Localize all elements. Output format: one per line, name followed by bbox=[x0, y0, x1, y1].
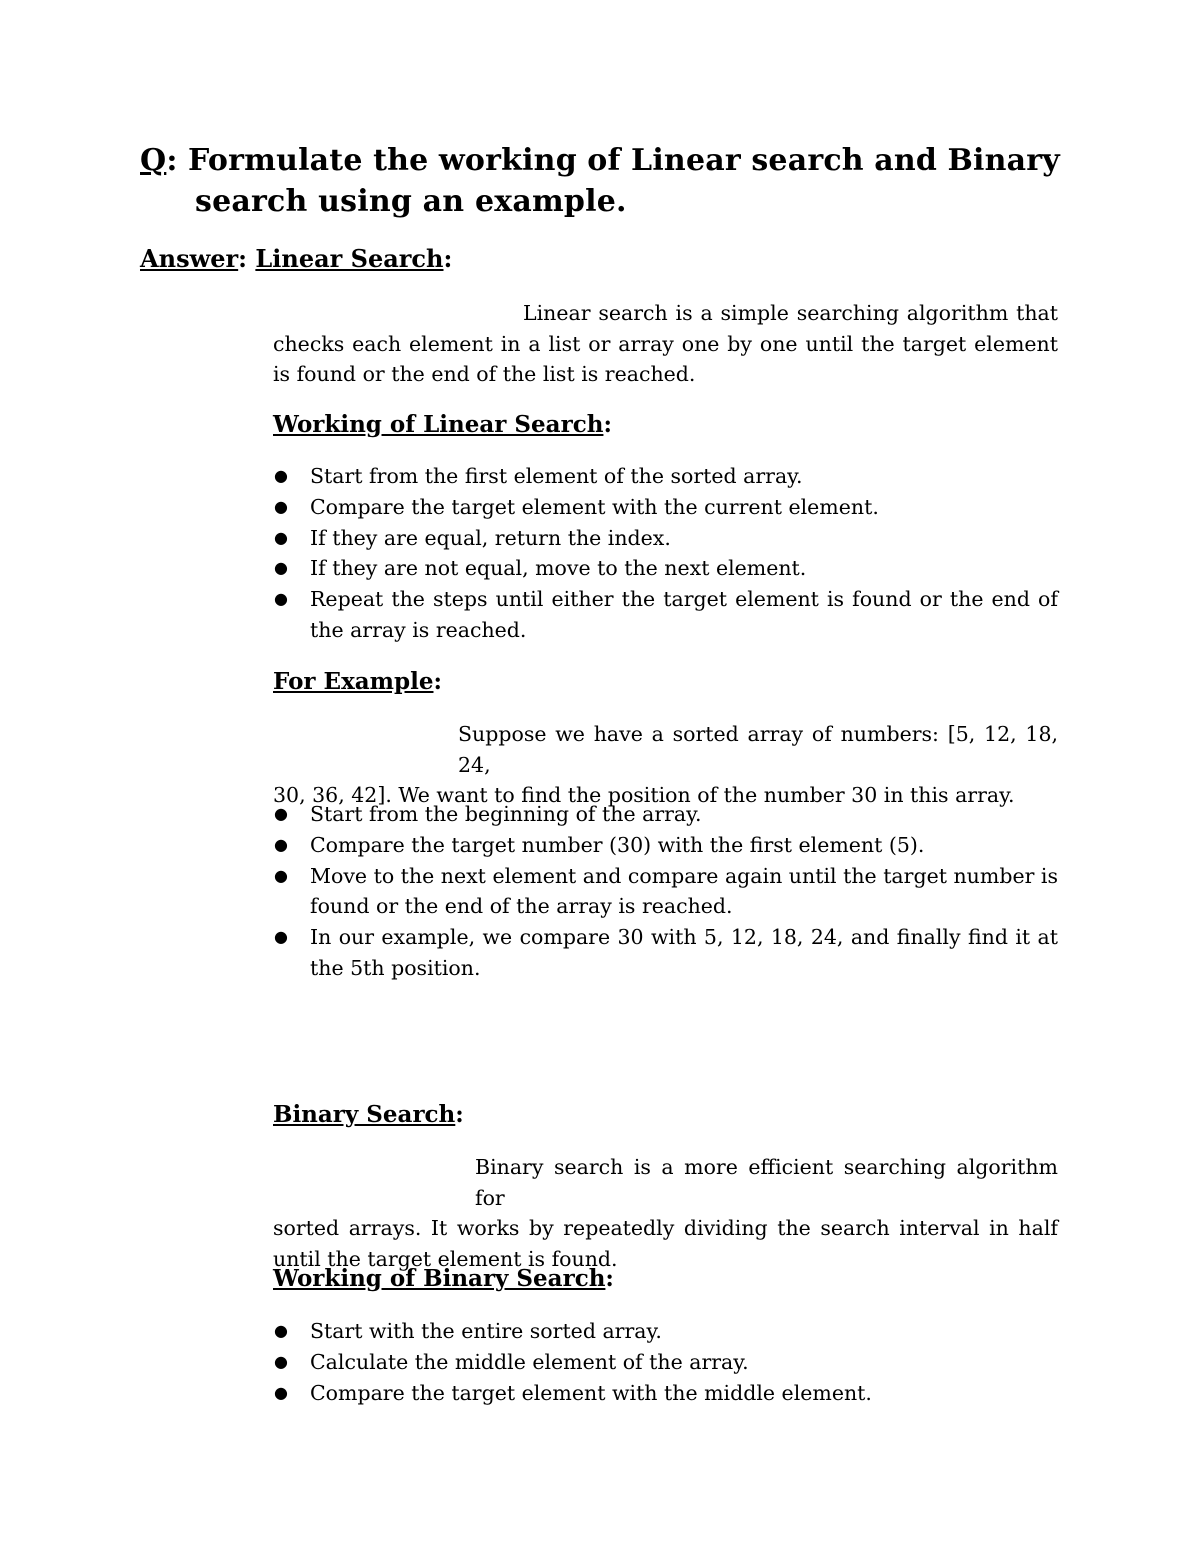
list-item: ● Start from the first element of the sorted array. bbox=[273, 461, 1058, 492]
list-item: ● Compare the target number (30) with the first element (5). bbox=[273, 830, 1058, 861]
list-item: ● Repeat the steps until either the target element is found or the end of the array is reached. bbox=[273, 584, 1058, 646]
list-item: ● Compare the target element with the middle element. bbox=[273, 1378, 1058, 1409]
binary-intro-paragraph bbox=[273, 1152, 1058, 1274]
list-item: ● In our example, we compare 30 with 5, 12, 18, 24, and finally find it at the 5th position. bbox=[273, 922, 1058, 984]
list-item: ● If they are equal, return the index. bbox=[273, 523, 1058, 554]
question-word: Binary bbox=[947, 143, 1060, 178]
bullet-icon: ● bbox=[274, 558, 288, 578]
question-prefix: Q: bbox=[140, 143, 178, 178]
list-item: ● If they are not equal, move to the next element. bbox=[273, 553, 1058, 584]
binary-intro-rest: sorted arrays. It works by repeatedly dividing the search interval in half until the target element is found. bbox=[273, 1216, 1058, 1271]
example-rest: 30, 36, 42]. We want to find the position of the number 30 in this array. bbox=[273, 783, 1015, 807]
example-heading: For Example: bbox=[273, 668, 442, 695]
bullet-icon: ● bbox=[274, 589, 288, 609]
binary-working-list bbox=[273, 1316, 1058, 1408]
question-block bbox=[140, 140, 1060, 222]
linear-search-title: Linear Search bbox=[255, 244, 444, 273]
question-word: and bbox=[874, 143, 938, 178]
question-word: search bbox=[751, 143, 864, 178]
list-item: ● Start with the entire sorted array. bbox=[273, 1316, 1058, 1347]
bullet-icon: ● bbox=[274, 1321, 288, 1340]
answer-heading: Answer: Linear Search: bbox=[140, 244, 453, 273]
question-word: the bbox=[373, 143, 429, 178]
bullet-icon: ● bbox=[274, 834, 288, 854]
answer-label: Answer bbox=[140, 244, 239, 273]
bullet-icon: ● bbox=[274, 527, 288, 547]
bullet-icon: ● bbox=[274, 1382, 288, 1402]
example-steps-list bbox=[273, 799, 1058, 984]
list-item: ● Move to the next element and compare again until the target number is found or the end of the array is reached. bbox=[273, 861, 1058, 923]
binary-search-heading: Binary Search: bbox=[273, 1101, 464, 1128]
question-word: of bbox=[587, 143, 621, 178]
question-word: Formulate bbox=[188, 143, 363, 178]
linear-intro-paragraph bbox=[273, 298, 1058, 390]
question-word: working bbox=[438, 143, 577, 178]
list-item: ● Start from the beginning of the array. bbox=[273, 799, 1058, 830]
question-line-1 bbox=[140, 140, 1060, 181]
list-item: ● Calculate the middle element of the array. bbox=[273, 1347, 1058, 1378]
example-first-line: Suppose we have a sorted array of numbers: [5, 12, 18, 24, bbox=[458, 722, 1058, 777]
binary-working-heading: Working of Binary Search: bbox=[273, 1265, 614, 1292]
question-label: Q bbox=[140, 143, 167, 178]
linear-working-heading: Working of Linear Search: bbox=[273, 411, 612, 438]
question-word: Linear bbox=[631, 143, 741, 178]
bullet-icon: ● bbox=[274, 496, 288, 516]
question-line-2: search using an example. bbox=[195, 184, 627, 219]
bullet-icon: ● bbox=[274, 927, 288, 947]
bullet-icon: ● bbox=[274, 466, 288, 485]
linear-working-list bbox=[273, 461, 1058, 646]
linear-intro-first-line: Linear search is a simple searching algorithm that bbox=[523, 301, 1058, 325]
linear-intro-rest: checks each element in a list or array one by one until the target element is found or the end of the list is reached. bbox=[273, 331, 1058, 386]
example-paragraph bbox=[273, 719, 1058, 811]
list-item: ● Compare the target element with the current element. bbox=[273, 492, 1058, 523]
bullet-icon: ● bbox=[274, 1351, 288, 1371]
binary-intro-first-line: Binary search is a more efficient searching algorithm for bbox=[475, 1155, 1058, 1210]
bullet-icon: ● bbox=[274, 804, 288, 823]
bullet-icon: ● bbox=[274, 865, 288, 885]
